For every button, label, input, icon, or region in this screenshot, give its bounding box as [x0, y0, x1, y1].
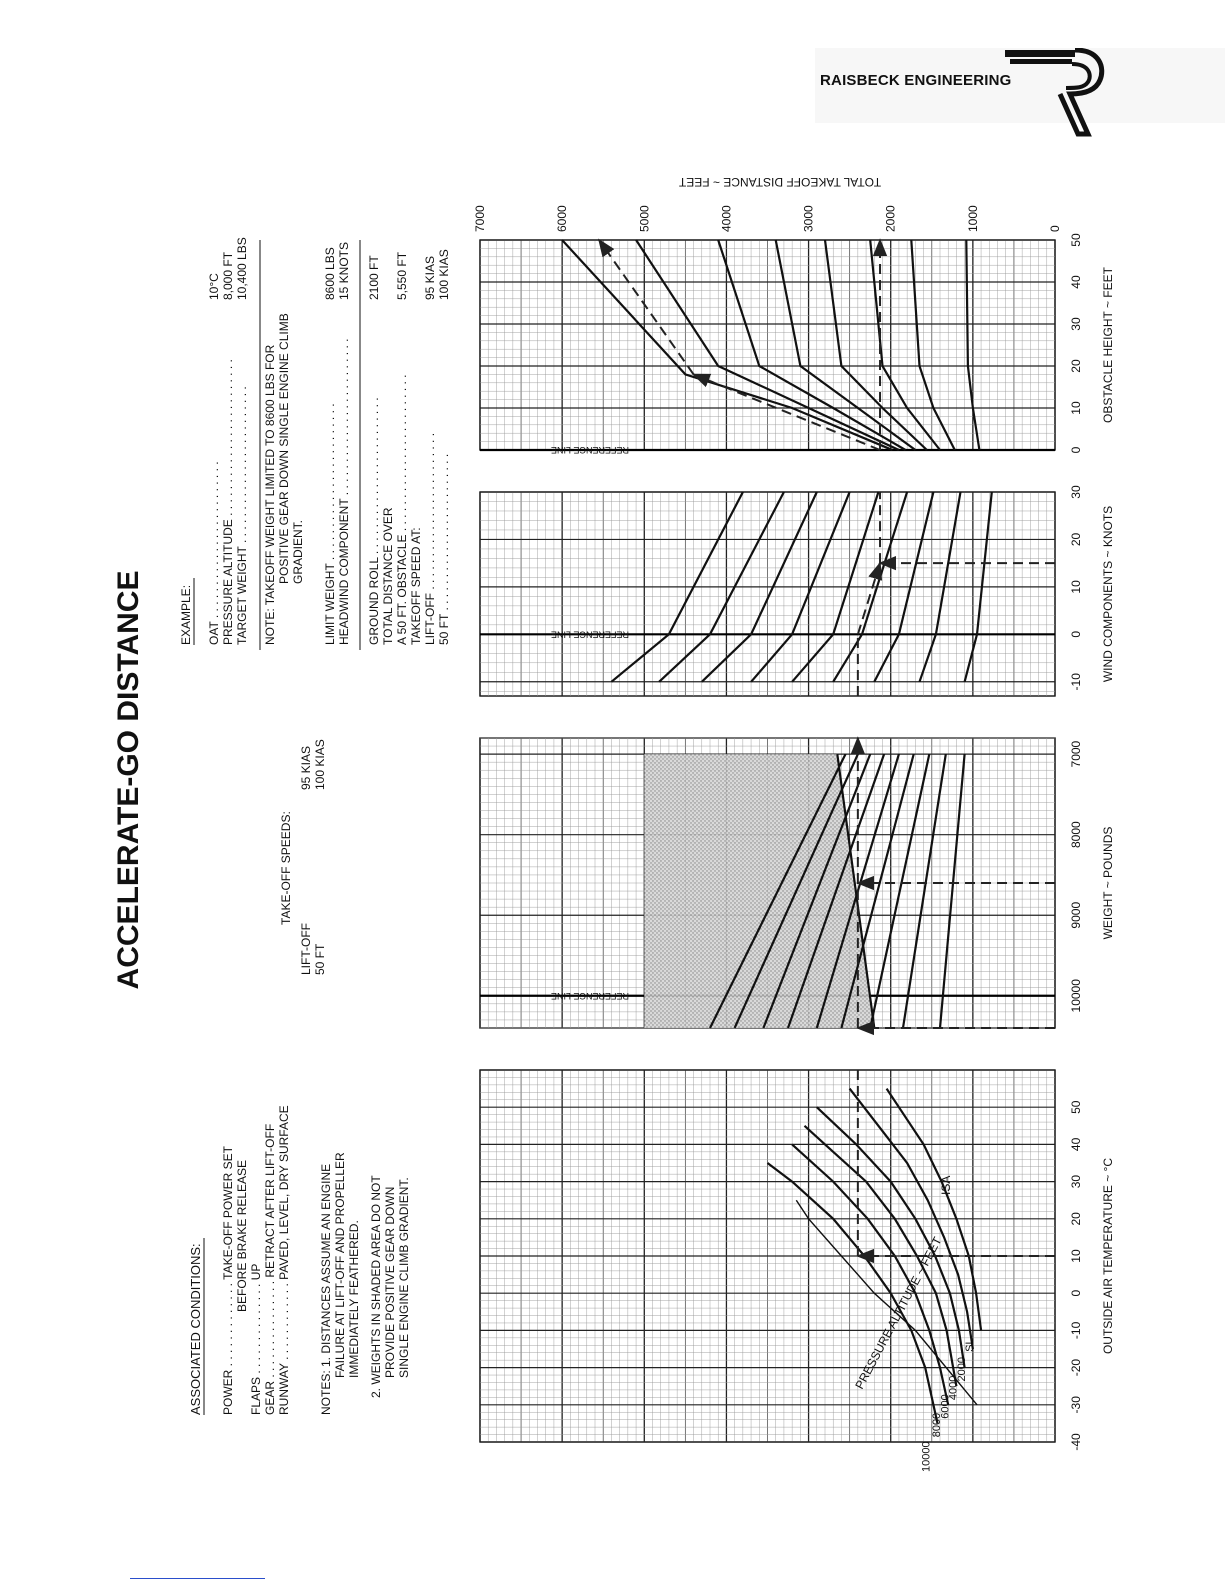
distance-tick-label: 0: [1048, 225, 1062, 232]
example-row-label: OAT . . . . . . . . . . . . . . . . . . . . . . . .: [207, 461, 221, 645]
x-tick-label-obstacle: 20: [1069, 359, 1083, 373]
example-result-row-label: LIFT-OFF . . . . . . . . . . . . . . . . . . . . . . . .: [423, 432, 437, 645]
note-line: NOTES: 1. DISTANCES ASSUME AN ENGINE: [319, 1163, 333, 1415]
distance-tick-label: 5000: [637, 205, 652, 232]
x-tick-label-temperature: -30: [1069, 1396, 1083, 1414]
example-result-row-value: 95 KIAS: [423, 255, 437, 300]
altitude-label-SL: SL: [964, 1338, 977, 1352]
x-tick-label-temperature: 10: [1069, 1249, 1083, 1263]
x-tick-label-weight: 7000: [1069, 740, 1083, 768]
example-result-row-label: TAKEOFF SPEED AT:: [409, 527, 423, 645]
conditions-line: GEAR . . . . . . . . . . . . . . . RETRACT AFTER LIFT-OFF: [263, 1123, 277, 1415]
example-result-row-label: 50 FT . . . . . . . . . . . . . . . . . . . . . . . .: [437, 453, 451, 645]
x-tick-label-obstacle: 40: [1069, 275, 1083, 289]
example-result-row-label: GROUND ROLL . . . . . . . . . . . . . . . . . . . . . . . .: [367, 397, 381, 645]
example-limit-row-value: 15 KNOTS: [337, 241, 351, 300]
curve-obstacle-o3: [718, 240, 905, 450]
altitude-label-10000: 10000: [920, 1441, 933, 1472]
x-tick-label-temperature: 20: [1069, 1212, 1083, 1226]
takeoff-speed-label: LIFT-OFF: [299, 923, 313, 975]
x-tick-label-temperature: 40: [1069, 1137, 1083, 1152]
note-line: PROVIDE POSITIVE GEAR DOWN: [383, 1186, 397, 1378]
example-note-line: POSITIVE GEAR DOWN SINGLE ENGINE CLIMB: [277, 313, 291, 584]
x-tick-label-weight: 9000: [1069, 901, 1083, 929]
isa-line: [796, 1200, 977, 1405]
x-axis-label-weight: WEIGHT ~ POUNDS: [1101, 826, 1115, 940]
x-axis-label-temperature: OUTSIDE AIR TEMPERATURE ~ °C: [1101, 1157, 1115, 1355]
example-row-label: TARGET WEIGHT . . . . . . . . . . . . . . . . . . . . . . . .: [235, 386, 249, 645]
brand-name: RAISBECK ENGINEERING: [820, 72, 1012, 89]
altitude-label-2000: 2000: [955, 1357, 968, 1382]
x-tick-label-temperature: 0: [1069, 1289, 1083, 1297]
example-row-label: PRESSURE ALTITUDE . . . . . . . . . . . . . . . . . . . . . . . .: [221, 359, 235, 645]
conditions-line: POWER . . . . . . . . . . . . . TAKE-OFF POWER SET: [221, 1146, 235, 1415]
example-limit-row-label: HEADWIND COMPONENT . . . . . . . . . . . . . . . . . . . . . . . .: [337, 338, 351, 645]
example-note-line: GRADIENT.: [291, 519, 305, 584]
x-tick-label-temperature: -40: [1069, 1433, 1083, 1451]
example-result-row-label: TOTAL DISTANCE OVER: [381, 507, 395, 645]
x-tick-label-temperature: 30: [1069, 1174, 1083, 1189]
conditions-line: FLAPS . . . . . . . . . . . . . . UP: [249, 1263, 263, 1415]
example-note-line: NOTE: TAKEOFF WEIGHT LIMITED TO 8600 LBS FOR: [263, 344, 277, 645]
takeoff-speed-label: 50 FT: [313, 943, 327, 975]
x-tick-label-weight: 10000: [1069, 979, 1083, 1013]
conditions-heading: ASSOCIATED CONDITIONS:: [188, 1243, 203, 1415]
x-tick-label-obstacle: 50: [1069, 233, 1083, 247]
altitude-label-8000: 8000: [931, 1412, 944, 1438]
example-path-segment: [858, 563, 880, 634]
y-axis-label: TOTAL TAKEOFF DISTANCE ~ FEET: [678, 175, 882, 189]
chart-title: ACCELERATE-GO DISTANCE: [112, 570, 145, 990]
pressure-altitude-label: PRESSURE ALTITUDE ~ FEET: [852, 1234, 945, 1392]
conditions-line: RUNWAY . . . . . . . . . . . . PAVED, LEVEL, DRY SURFACE: [277, 1105, 291, 1415]
note-line: 2. WEIGHTS IN SHADED AREA DO NOT: [369, 1175, 383, 1398]
x-tick-label-obstacle: 0: [1069, 446, 1083, 454]
isa-label: ISA: [939, 1175, 953, 1195]
distance-tick-label: 4000: [719, 205, 734, 232]
takeoff-speed-value: 100 KIAS: [313, 739, 327, 790]
distance-tick-label: 3000: [801, 205, 816, 232]
distance-tick-label: 6000: [555, 205, 570, 232]
x-tick-label-obstacle: 30: [1069, 317, 1083, 331]
x-axis-label-wind: WIND COMPONENTS ~ KNOTS: [1101, 505, 1115, 683]
altitude-label-6000: 6000: [939, 1394, 952, 1419]
example-row-value: 10,400 LBS: [235, 237, 249, 300]
curve-obstacle-o5: [825, 240, 927, 450]
takeoff-speeds-heading: TAKE-OFF SPEEDS:: [279, 811, 293, 925]
example-limit-row-label: LIMIT WEIGHT . . . . . . . . . . . . . . . . . . . . . . . .: [323, 403, 337, 645]
x-tick-label-obstacle: 10: [1069, 401, 1083, 415]
reference-line-label: REFERENCE LINE: [550, 445, 630, 455]
x-tick-label-temperature: -20: [1069, 1358, 1083, 1377]
example-result-row-label: A 50 FT. OBSTACLE . . . . . . . . . . . . . . . . . . . . . . . .: [395, 374, 409, 645]
altitude-label-4000: 4000: [947, 1375, 960, 1401]
example-result-row-value: 100 KIAS: [437, 249, 451, 300]
reference-line-label: REFERENCE LINE: [550, 629, 630, 640]
x-tick-label-temperature: -10: [1069, 1321, 1083, 1340]
x-tick-label-temperature: 50: [1069, 1100, 1083, 1114]
x-tick-label-wind: 20: [1069, 532, 1083, 547]
example-result-row-value: 5,550 FT: [395, 251, 409, 300]
example-row-value: 8,000 FT: [221, 251, 235, 300]
distance-tick-label: 2000: [883, 205, 898, 232]
takeoff-speed-value: 95 KIAS: [299, 745, 313, 790]
x-tick-label-wind: 10: [1069, 580, 1083, 594]
distance-tick-label: 1000: [965, 205, 980, 232]
footer-divider: [130, 1578, 265, 1579]
distance-tick-label: 7000: [473, 205, 487, 232]
note-line: FAILURE AT LIFT-OFF AND PROPELLER: [333, 1152, 347, 1378]
x-axis-label-obstacle: OBSTACLE HEIGHT ~ FEET: [1101, 267, 1115, 423]
note-line: SINGLE ENGINE CLIMB GRADIENT.: [397, 1177, 411, 1378]
x-tick-label-wind: -10: [1069, 673, 1083, 691]
example-row-value: 10°C: [207, 273, 221, 300]
example-heading: EXAMPLE:: [179, 584, 193, 645]
example-result-row-value: 2100 FT: [367, 255, 381, 300]
example-limit-row-value: 8600 LBS: [323, 247, 337, 300]
conditions-line: BEFORE BRAKE RELEASE: [235, 1159, 249, 1312]
x-tick-label-wind: 0: [1069, 630, 1083, 638]
note-line: IMMEDIATELY FEATHERED.: [347, 1220, 361, 1378]
reference-line-label: REFERENCE LINE: [550, 990, 630, 1001]
x-tick-label-wind: 30: [1069, 485, 1083, 499]
x-tick-label-weight: 8000: [1069, 821, 1083, 849]
